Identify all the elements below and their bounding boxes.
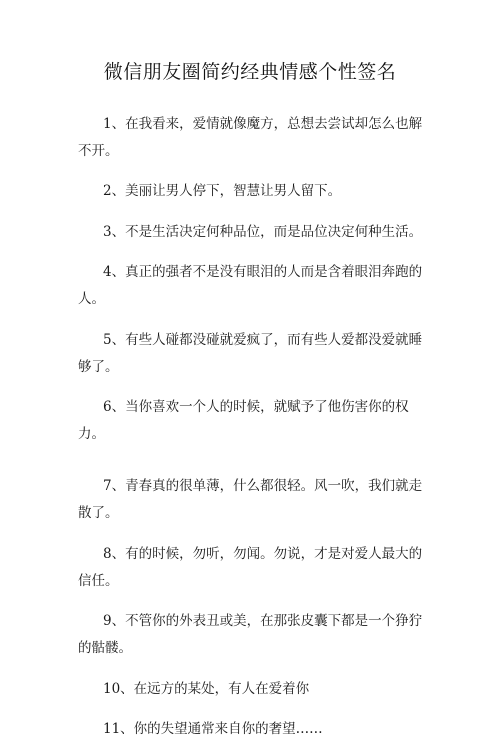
list-item: 6、当你喜欢一个人的时候，就赋予了他伤害你的权力。: [78, 399, 409, 442]
document-title: 微信朋友圈简约经典情感个性签名: [103, 61, 397, 83]
list-item: 10、在远方的某处，有人在爱着你: [103, 680, 310, 697]
signature-list: [78, 97, 428, 743]
list-item: 9、不管你的外表丑或美，在那张皮囊下都是一个狰狞的骷髅。: [78, 613, 423, 656]
list-item: 5、有些人碰都没碰就爱疯了，而有些人爱都没爱就睡够了。: [78, 331, 423, 375]
list-item: 8、有的时候，勿听，勿闻。勿说，才是对爱人最大的信任。: [78, 545, 423, 589]
list-item: 2、美丽让男人停下，智慧让男人留下。: [103, 183, 342, 199]
list-item: 1、在我看来，爱情就像魔方，总想去尝试却怎么也解不开。: [78, 115, 423, 159]
list-item: 7、青春真的很单薄，什么都很轻。风一吹，我们就走散了。: [78, 478, 423, 521]
list-item: 3、不是生活决定何种品位，而是品位决定何种生活。: [103, 223, 423, 240]
list-item: 4、真正的强者不是没有眼泪的人而是含着眼泪奔跑的人。: [78, 264, 423, 307]
list-item: 11、你的失望通常来自你的奢望……: [103, 721, 323, 737]
